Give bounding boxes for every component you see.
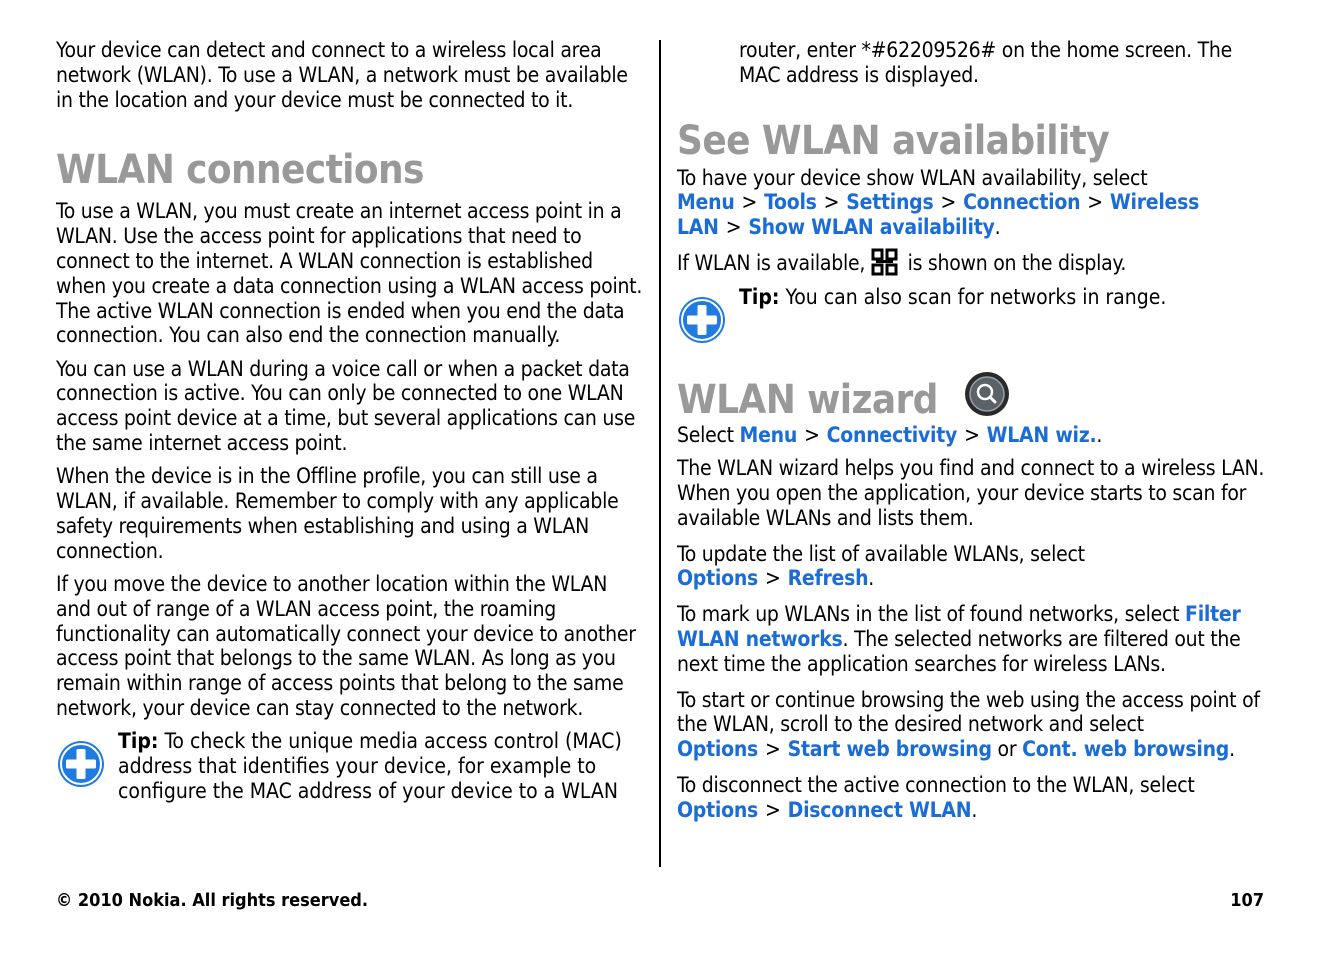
path-separator: >	[741, 190, 758, 215]
select-text: Select	[677, 422, 740, 447]
disconnect-text: To disconnect the active connection to the WLAN, select	[677, 773, 1195, 798]
page-number: 107	[1230, 890, 1264, 911]
see-wlan-availability-heading: See WLAN availability	[677, 117, 1110, 164]
update-list-paragraph	[677, 542, 1267, 592]
if-available-text-end: is shown on the display.	[901, 251, 1127, 276]
link-options[interactable]: Options	[677, 737, 759, 762]
path-separator: >	[823, 190, 840, 215]
period: .	[1096, 422, 1103, 447]
availability-paragraph	[677, 166, 1267, 240]
filter-text-end: . The selected networks are filtered out the next time the application searches for wireless LANs.	[677, 627, 1241, 676]
paragraph-voice-call: You can use a WLAN during a voice call or when a packet data connection is active. You can only be connected to one WLAN access point device at a time, but several applications can use the same internet access point.	[56, 356, 636, 456]
left-column	[56, 38, 646, 812]
tip-label: Tip:	[739, 284, 780, 309]
availability-text: To have your device show WLAN availability, select	[677, 165, 1148, 190]
select-path-paragraph	[677, 423, 1267, 448]
link-options[interactable]: Options	[677, 566, 759, 591]
link-disconnect-wlan[interactable]: Disconnect WLAN	[787, 797, 972, 822]
path-separator: >	[765, 737, 781, 762]
filter-text: To mark up WLANs in the list of found networks, select	[677, 602, 1186, 627]
tip-scan-networks	[677, 285, 1267, 341]
browse-text: To start or continue browsing the web using the access point of the WLAN, scroll to the desired network and select	[677, 687, 1260, 737]
wlan-available-icon	[871, 248, 899, 276]
browse-paragraph	[677, 688, 1267, 762]
tip-mac-address	[56, 729, 646, 803]
wlan-wizard-heading	[677, 371, 1267, 423]
paragraph-offline: When the device is in the Offline profile, you can still use a WLAN, if available. Remember to comply with any applicable safety requirements when establishing and using a WLAN connection.	[56, 464, 619, 563]
link-filter-wlan-networks[interactable]: Filter WLAN networks	[677, 602, 1241, 652]
wlan-connections-heading: WLAN connections	[56, 147, 424, 194]
period: .	[971, 797, 978, 822]
disconnect-paragraph	[677, 773, 1267, 823]
tip-plus-icon	[677, 295, 727, 345]
paragraph-access-point: To use a WLAN, you must create an internet access point in a WLAN. Use the access point for applications that need to connect to the internet. A WLAN connection is established when you create a data connection using a WLAN access point. The active WLAN connection is ended when you end the data connection. You can also end the connection manually.	[56, 199, 643, 348]
link-refresh[interactable]: Refresh	[787, 566, 869, 591]
paragraph-roaming: If you move the device to another location within the WLAN and out of range of a WLAN access point, the roaming functionality can automatically connect your device to another access point that belongs to the same WLAN. As long as you remain within range of access points that belong to the same network, your device can stay connected to the network.	[56, 572, 636, 721]
period: .	[1229, 737, 1235, 762]
path-separator: >	[765, 566, 781, 591]
filter-paragraph	[677, 602, 1267, 676]
period: .	[868, 566, 875, 591]
link-tools[interactable]: Tools	[764, 190, 817, 215]
tip-plus-icon	[56, 739, 106, 789]
path-separator: >	[804, 422, 820, 447]
intro-paragraph: Your device can detect and connect to a wireless local area network (WLAN). To use a WLAN, a network must be available in the location and your device must be connected to it.	[56, 38, 628, 112]
or-text: or	[991, 737, 1023, 762]
link-wireless-lan[interactable]: Wireless LAN	[677, 190, 1200, 240]
tip-text: To check the unique media access control (MAC) address that identifies your device, for example to configure the MAC address of your device to a WLAN	[118, 729, 622, 803]
wlan-wizard-title: WLAN wizard	[677, 376, 938, 423]
link-menu[interactable]: Menu	[739, 422, 798, 447]
link-start-web-browsing[interactable]: Start web browsing	[787, 737, 992, 762]
link-settings[interactable]: Settings	[846, 190, 934, 215]
path-separator: >	[765, 797, 781, 822]
column-divider	[659, 40, 661, 867]
link-connection[interactable]: Connection	[963, 190, 1081, 215]
path-separator: >	[940, 190, 957, 215]
link-menu[interactable]: Menu	[677, 190, 735, 215]
path-separator: >	[725, 215, 742, 240]
path-separator: >	[1087, 190, 1103, 215]
link-show-wlan-availability[interactable]: Show WLAN availability	[748, 215, 995, 240]
link-cont-web-browsing[interactable]: Cont. web browsing	[1022, 737, 1230, 762]
update-text: To update the list of available WLANs, select	[677, 541, 1085, 566]
path-separator: >	[964, 422, 980, 447]
if-available-paragraph	[677, 248, 1267, 276]
link-options[interactable]: Options	[677, 797, 759, 822]
wlan-wizard-icon	[964, 371, 1010, 417]
right-column	[677, 38, 1267, 831]
period: .	[994, 215, 1001, 240]
tip-text: You can also scan for networks in range.	[779, 284, 1167, 309]
if-available-text: If WLAN is available,	[677, 251, 871, 276]
copyright-footer: © 2010 Nokia. All rights reserved.	[56, 890, 369, 911]
tip-label: Tip:	[118, 729, 159, 754]
continuation-paragraph: router, enter *#62209526# on the home screen. The MAC address is displayed.	[739, 38, 1233, 87]
wizard-description: The WLAN wizard helps you find and connect to a wireless LAN. When you open the application, your device starts to scan for available WLANs and lists them.	[677, 456, 1265, 530]
link-connectivity[interactable]: Connectivity	[826, 422, 958, 447]
link-wlan-wiz[interactable]: WLAN wiz.	[986, 422, 1097, 447]
